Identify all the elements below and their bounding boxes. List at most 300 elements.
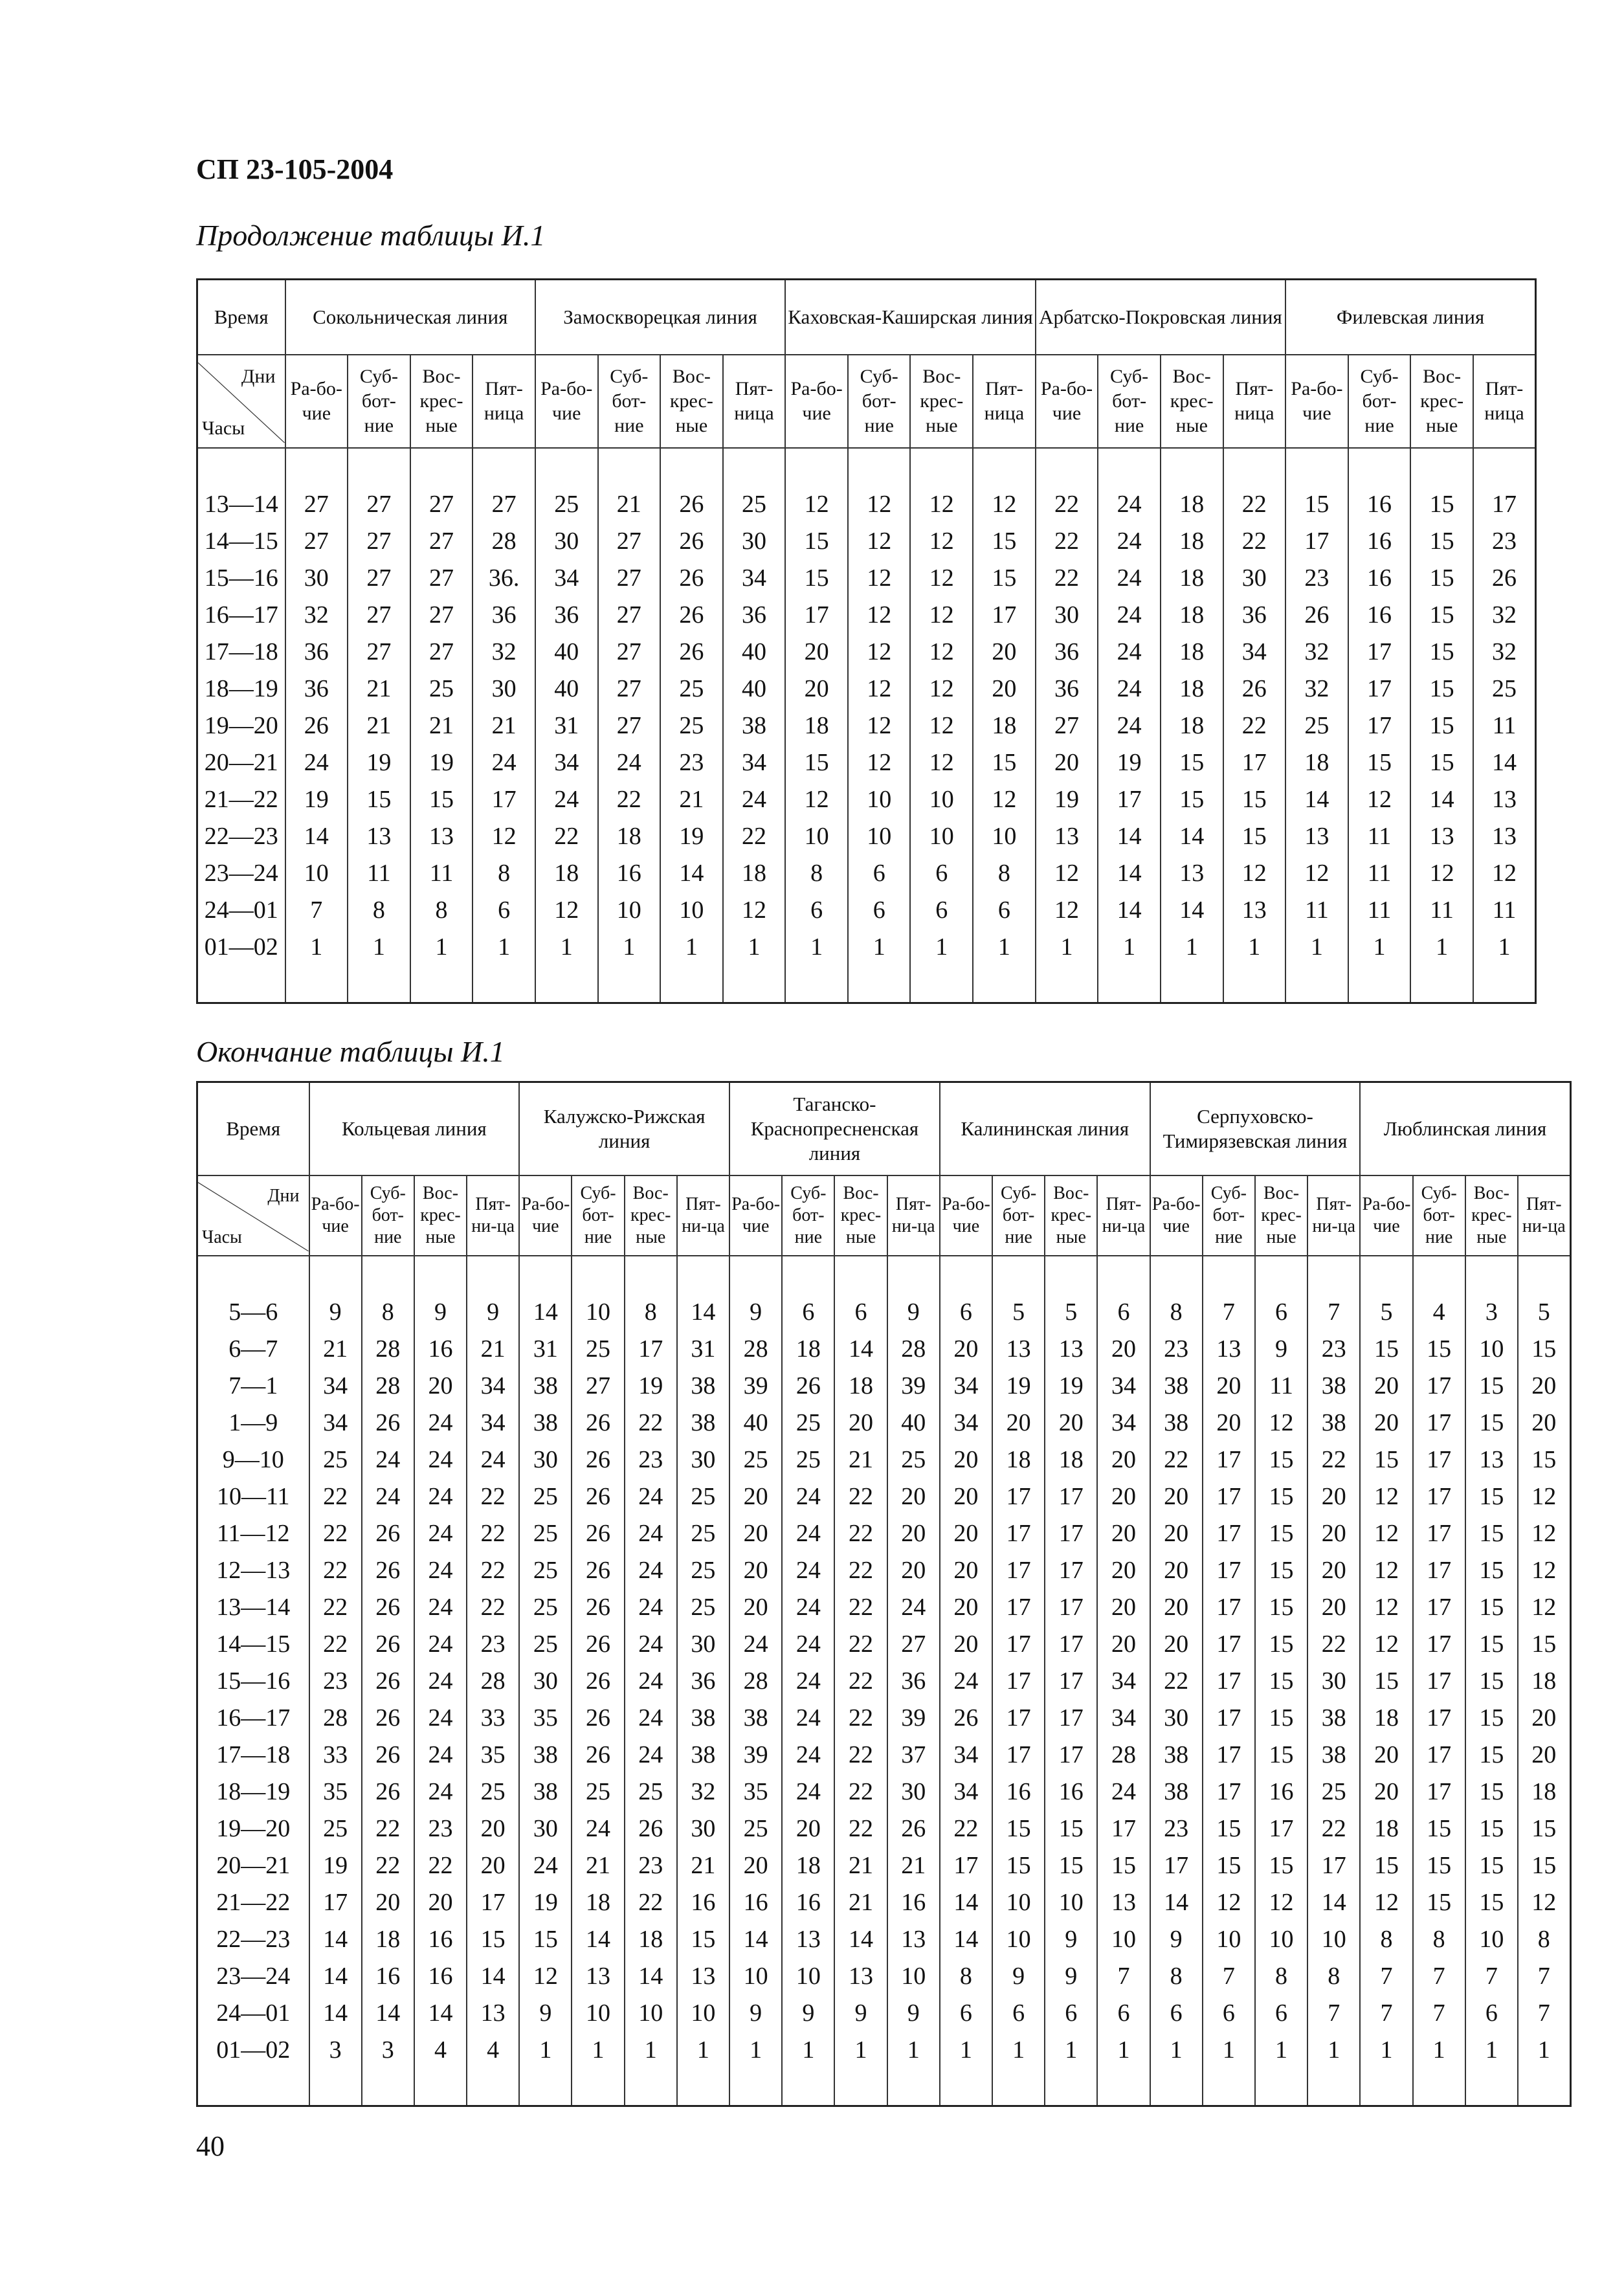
value-cell: 15 — [1465, 1884, 1518, 1921]
value-cell: 22 — [467, 1552, 519, 1588]
hour-cell: 1—9 — [197, 1404, 309, 1441]
table-row — [197, 1293, 1571, 1330]
value-cell: 5 — [1360, 1293, 1412, 1330]
value-cell: 15 — [1348, 744, 1411, 781]
value-cell: 12 — [1518, 1884, 1570, 1921]
value-cell: 15 — [1203, 1847, 1255, 1884]
value-cell: 1 — [473, 928, 535, 965]
value-cell: 38 — [677, 1404, 729, 1441]
value-cell: 34 — [309, 1367, 362, 1404]
value-cell: 31 — [535, 707, 598, 744]
value-cell: 26 — [572, 1662, 624, 1699]
value-cell: 18 — [535, 854, 598, 891]
value-cell: 10 — [782, 1957, 834, 1994]
value-cell: 17 — [1203, 1478, 1255, 1515]
value-cell: 38 — [1150, 1367, 1203, 1404]
value-cell: 16 — [414, 1957, 467, 1994]
line-group-header: Арбатско-Покровская линия — [1036, 280, 1285, 355]
value-cell: 26 — [362, 1773, 414, 1810]
hour-cell: 01—02 — [197, 928, 285, 965]
value-cell: 38 — [1150, 1736, 1203, 1773]
value-cell: 15 — [1285, 485, 1348, 522]
table-row — [197, 1773, 1571, 1810]
value-cell: 25 — [519, 1625, 572, 1662]
value-cell: 15 — [1255, 1736, 1307, 1773]
value-cell: 1 — [910, 928, 973, 965]
value-cell: 30 — [519, 1441, 572, 1478]
value-cell: 27 — [348, 559, 410, 596]
value-cell: 18 — [1045, 1441, 1097, 1478]
value-cell: 7 — [1203, 1293, 1255, 1330]
value-cell: 22 — [834, 1515, 887, 1552]
value-cell: 18 — [782, 1330, 834, 1367]
value-cell: 20 — [1097, 1330, 1150, 1367]
value-cell: 27 — [598, 633, 661, 670]
days-label: Дни — [267, 1186, 300, 1206]
value-cell: 20 — [467, 1847, 519, 1884]
value-cell: 8 — [1360, 1921, 1412, 1957]
value-cell: 8 — [1150, 1293, 1203, 1330]
time-header: Время — [197, 1082, 309, 1176]
value-cell: 9 — [887, 1994, 940, 2031]
value-cell: 18 — [1161, 707, 1223, 744]
value-cell: 38 — [677, 1367, 729, 1404]
value-cell: 15 — [1410, 633, 1473, 670]
value-cell: 11 — [1410, 891, 1473, 928]
value-cell: 20 — [1307, 1478, 1360, 1515]
line-group-header: Каховская-Каширская линия — [785, 280, 1035, 355]
value-cell: 20 — [1150, 1588, 1203, 1625]
value-cell: 12 — [848, 744, 911, 781]
value-cell: 17 — [1413, 1625, 1465, 1662]
line-group-header: Замоскворецкая линия — [535, 280, 785, 355]
hour-cell: 12—13 — [197, 1552, 309, 1588]
value-cell: 16 — [414, 1330, 467, 1367]
value-cell: 1 — [1413, 2031, 1465, 2068]
value-cell: 8 — [410, 891, 473, 928]
value-cell: 6 — [848, 891, 911, 928]
value-cell: 8 — [1518, 1921, 1570, 1957]
value-cell: 12 — [1518, 1515, 1570, 1552]
value-cell: 15 — [348, 781, 410, 818]
value-cell: 20 — [1307, 1552, 1360, 1588]
value-cell: 14 — [467, 1957, 519, 1994]
value-cell: 30 — [1307, 1662, 1360, 1699]
value-cell: 10 — [598, 891, 661, 928]
value-cell: 24 — [1098, 633, 1161, 670]
value-cell: 21 — [834, 1884, 887, 1921]
value-cell: 17 — [1348, 670, 1411, 707]
value-cell: 26 — [1473, 559, 1536, 596]
value-cell: 22 — [598, 781, 661, 818]
table-row — [197, 1847, 1571, 1884]
value-cell: 9 — [992, 1957, 1045, 1994]
value-cell: 20 — [1518, 1404, 1570, 1441]
day-type-header: Пят-ница — [473, 355, 535, 448]
value-cell: 10 — [910, 781, 973, 818]
table-row — [197, 1994, 1571, 2031]
table-row — [197, 854, 1536, 891]
value-cell: 22 — [1150, 1441, 1203, 1478]
value-cell: 15 — [1413, 1847, 1465, 1884]
value-cell: 15 — [1410, 670, 1473, 707]
value-cell: 25 — [729, 1441, 782, 1478]
value-cell: 15 — [1465, 1625, 1518, 1662]
value-cell: 15 — [1410, 707, 1473, 744]
value-cell: 7 — [285, 891, 348, 928]
value-cell: 14 — [940, 1921, 992, 1957]
value-cell: 15 — [992, 1810, 1045, 1847]
value-cell: 15 — [1465, 1367, 1518, 1404]
value-cell: 30 — [519, 1810, 572, 1847]
value-cell: 17 — [1413, 1662, 1465, 1699]
value-cell: 16 — [1348, 596, 1411, 633]
value-cell: 15 — [1223, 818, 1286, 854]
value-cell: 25 — [519, 1478, 572, 1515]
value-cell: 34 — [1223, 633, 1286, 670]
table-row — [197, 1662, 1571, 1699]
value-cell: 28 — [473, 522, 535, 559]
day-type-header: Суб-бот-ние — [1348, 355, 1411, 448]
value-cell: 17 — [1098, 781, 1161, 818]
value-cell: 15 — [1255, 1552, 1307, 1588]
value-cell: 15 — [785, 559, 848, 596]
value-cell: 39 — [729, 1736, 782, 1773]
value-cell: 10 — [785, 818, 848, 854]
value-cell: 34 — [1097, 1404, 1150, 1441]
value-cell: 12 — [910, 485, 973, 522]
value-cell: 14 — [362, 1994, 414, 2031]
value-cell: 16 — [1348, 522, 1411, 559]
table-row — [197, 670, 1536, 707]
value-cell: 14 — [729, 1921, 782, 1957]
value-cell: 12 — [910, 522, 973, 559]
value-cell: 12 — [1203, 1884, 1255, 1921]
value-cell: 1 — [834, 2031, 887, 2068]
value-cell: 6 — [940, 1293, 992, 1330]
value-cell: 6 — [910, 891, 973, 928]
hour-cell: 18—19 — [197, 670, 285, 707]
value-cell: 24 — [782, 1736, 834, 1773]
value-cell: 16 — [1255, 1773, 1307, 1810]
value-cell: 27 — [410, 522, 473, 559]
value-cell: 25 — [1285, 707, 1348, 744]
day-type-header: Вос-крес-ные — [1161, 355, 1223, 448]
spacer-row — [197, 2068, 1571, 2106]
value-cell: 13 — [410, 818, 473, 854]
value-cell: 19 — [309, 1847, 362, 1884]
value-cell: 35 — [309, 1773, 362, 1810]
value-cell: 20 — [1360, 1736, 1412, 1773]
value-cell: 11 — [410, 854, 473, 891]
value-cell: 11 — [1348, 891, 1411, 928]
value-cell: 12 — [1036, 854, 1098, 891]
value-cell: 1 — [1036, 928, 1098, 965]
value-cell: 24 — [414, 1441, 467, 1478]
value-cell: 9 — [887, 1293, 940, 1330]
value-cell: 40 — [723, 633, 786, 670]
value-cell: 20 — [1097, 1625, 1150, 1662]
value-cell: 1 — [519, 2031, 572, 2068]
value-cell: 22 — [625, 1884, 677, 1921]
value-cell: 17 — [1045, 1625, 1097, 1662]
value-cell: 24 — [598, 744, 661, 781]
value-cell: 20 — [1045, 1404, 1097, 1441]
value-cell: 22 — [625, 1404, 677, 1441]
value-cell: 24 — [519, 1847, 572, 1884]
day-type-header: Вос-крес-ные — [910, 355, 973, 448]
value-cell: 12 — [1360, 1515, 1412, 1552]
value-cell: 15 — [1161, 781, 1223, 818]
value-cell: 10 — [1465, 1921, 1518, 1957]
value-cell: 36 — [723, 596, 786, 633]
value-cell: 20 — [1097, 1588, 1150, 1625]
value-cell: 16 — [362, 1957, 414, 1994]
table-row — [197, 485, 1536, 522]
value-cell: 12 — [848, 707, 911, 744]
value-cell: 40 — [729, 1404, 782, 1441]
value-cell: 15 — [1518, 1847, 1570, 1884]
value-cell: 3 — [362, 2031, 414, 2068]
hour-cell: 23—24 — [197, 854, 285, 891]
value-cell: 20 — [1518, 1699, 1570, 1736]
day-type-header: Ра-бо-чие — [1150, 1175, 1203, 1256]
hour-cell: 13—14 — [197, 485, 285, 522]
table-row — [197, 1625, 1571, 1662]
value-cell: 4 — [467, 2031, 519, 2068]
value-cell: 15 — [1255, 1625, 1307, 1662]
value-cell: 27 — [348, 522, 410, 559]
days-hours-corner — [197, 355, 285, 448]
value-cell: 17 — [785, 596, 848, 633]
value-cell: 22 — [1036, 485, 1098, 522]
value-cell: 33 — [467, 1699, 519, 1736]
value-cell: 38 — [519, 1367, 572, 1404]
value-cell: 6 — [473, 891, 535, 928]
value-cell: 36 — [1036, 670, 1098, 707]
value-cell: 17 — [1045, 1736, 1097, 1773]
value-cell: 8 — [362, 1293, 414, 1330]
value-cell: 15 — [1255, 1515, 1307, 1552]
hour-cell: 20—21 — [197, 744, 285, 781]
value-cell: 13 — [1223, 891, 1286, 928]
value-cell: 15 — [1360, 1330, 1412, 1367]
days-label: Дни — [241, 366, 276, 387]
value-cell: 7 — [1518, 1957, 1570, 1994]
value-cell: 1 — [1410, 928, 1473, 965]
value-cell: 18 — [1161, 522, 1223, 559]
value-cell: 15 — [1410, 522, 1473, 559]
value-cell: 24 — [625, 1515, 677, 1552]
day-type-header: Суб-бот-ние — [348, 355, 410, 448]
value-cell: 7 — [1307, 1293, 1360, 1330]
value-cell: 20 — [467, 1810, 519, 1847]
value-cell: 1 — [1203, 2031, 1255, 2068]
value-cell: 32 — [1473, 596, 1536, 633]
value-cell: 1 — [1161, 928, 1223, 965]
day-type-header: Пят-ни-ца — [467, 1175, 519, 1256]
value-cell: 20 — [785, 633, 848, 670]
value-cell: 23 — [467, 1625, 519, 1662]
value-cell: 34 — [535, 559, 598, 596]
value-cell: 18 — [992, 1441, 1045, 1478]
value-cell: 6 — [992, 1994, 1045, 2031]
value-cell: 17 — [1413, 1404, 1465, 1441]
value-cell: 36 — [285, 670, 348, 707]
value-cell: 18 — [362, 1921, 414, 1957]
value-cell: 30 — [1223, 559, 1286, 596]
value-cell: 15 — [410, 781, 473, 818]
value-cell: 20 — [729, 1552, 782, 1588]
value-cell: 37 — [887, 1736, 940, 1773]
value-cell: 13 — [782, 1921, 834, 1957]
value-cell: 12 — [910, 707, 973, 744]
value-cell: 35 — [729, 1773, 782, 1810]
value-cell: 36 — [285, 633, 348, 670]
value-cell: 17 — [973, 596, 1036, 633]
value-cell: 15 — [1465, 1662, 1518, 1699]
value-cell: 19 — [348, 744, 410, 781]
value-cell: 14 — [1098, 891, 1161, 928]
day-type-header: Ра-бо-чие — [785, 355, 848, 448]
value-cell: 18 — [1161, 633, 1223, 670]
value-cell: 20 — [1307, 1515, 1360, 1552]
value-cell: 36 — [1223, 596, 1286, 633]
value-cell: 11 — [348, 854, 410, 891]
value-cell: 6 — [973, 891, 1036, 928]
value-cell: 18 — [598, 818, 661, 854]
value-cell: 30 — [723, 522, 786, 559]
value-cell: 14 — [1410, 781, 1473, 818]
value-cell: 38 — [677, 1699, 729, 1736]
value-cell: 5 — [1518, 1293, 1570, 1330]
value-cell: 17 — [1203, 1625, 1255, 1662]
table-row — [197, 633, 1536, 670]
value-cell: 13 — [348, 818, 410, 854]
value-cell: 14 — [834, 1330, 887, 1367]
value-cell: 18 — [782, 1847, 834, 1884]
value-cell: 1 — [1473, 928, 1536, 965]
value-cell: 26 — [572, 1625, 624, 1662]
value-cell: 14 — [1161, 891, 1223, 928]
hour-cell: 21—22 — [197, 781, 285, 818]
value-cell: 22 — [1223, 522, 1286, 559]
value-cell: 26 — [362, 1515, 414, 1552]
table-row — [197, 1330, 1571, 1367]
value-cell: 21 — [660, 781, 723, 818]
value-cell: 24 — [782, 1515, 834, 1552]
value-cell: 22 — [1223, 485, 1286, 522]
value-cell: 12 — [1360, 1588, 1412, 1625]
value-cell: 22 — [309, 1478, 362, 1515]
value-cell: 26 — [362, 1552, 414, 1588]
value-cell: 24 — [625, 1736, 677, 1773]
hour-cell: 15—16 — [197, 1662, 309, 1699]
value-cell: 27 — [348, 633, 410, 670]
value-cell: 20 — [1150, 1478, 1203, 1515]
value-cell: 18 — [1161, 485, 1223, 522]
value-cell: 32 — [285, 596, 348, 633]
value-cell: 25 — [1307, 1773, 1360, 1810]
value-cell: 8 — [973, 854, 1036, 891]
value-cell: 15 — [1045, 1847, 1097, 1884]
value-cell: 17 — [1045, 1515, 1097, 1552]
value-cell: 9 — [467, 1293, 519, 1330]
value-cell: 14 — [1098, 818, 1161, 854]
value-cell: 13 — [1473, 818, 1536, 854]
value-cell: 26 — [660, 596, 723, 633]
value-cell: 13 — [677, 1957, 729, 1994]
hour-cell: 5—6 — [197, 1293, 309, 1330]
value-cell: 15 — [1413, 1330, 1465, 1367]
value-cell: 21 — [348, 670, 410, 707]
value-cell: 17 — [473, 781, 535, 818]
value-cell: 23 — [625, 1847, 677, 1884]
value-cell: 14 — [309, 1957, 362, 1994]
value-cell: 20 — [940, 1441, 992, 1478]
value-cell: 12 — [1255, 1884, 1307, 1921]
value-cell: 20 — [785, 670, 848, 707]
value-cell: 22 — [723, 818, 786, 854]
value-cell: 13 — [1161, 854, 1223, 891]
value-cell: 10 — [625, 1994, 677, 2031]
value-cell: 38 — [1307, 1699, 1360, 1736]
value-cell: 38 — [1150, 1773, 1203, 1810]
value-cell: 15 — [1465, 1478, 1518, 1515]
value-cell: 34 — [723, 744, 786, 781]
value-cell: 24 — [414, 1625, 467, 1662]
value-cell: 23 — [1150, 1330, 1203, 1367]
value-cell: 20 — [940, 1515, 992, 1552]
value-cell: 40 — [723, 670, 786, 707]
value-cell: 18 — [1285, 744, 1348, 781]
value-cell: 12 — [1360, 1552, 1412, 1588]
value-cell: 12 — [973, 485, 1036, 522]
table-row — [197, 781, 1536, 818]
value-cell: 1 — [285, 928, 348, 965]
value-cell: 7 — [1413, 1994, 1465, 2031]
value-cell: 17 — [1203, 1699, 1255, 1736]
value-cell: 10 — [1307, 1921, 1360, 1957]
value-cell: 24 — [572, 1810, 624, 1847]
value-cell: 24 — [625, 1552, 677, 1588]
value-cell: 27 — [285, 485, 348, 522]
value-cell: 14 — [1098, 854, 1161, 891]
value-cell: 27 — [598, 670, 661, 707]
day-type-header: Вос-крес-ные — [625, 1175, 677, 1256]
value-cell: 22 — [834, 1478, 887, 1515]
value-cell: 15 — [973, 559, 1036, 596]
value-cell: 24 — [782, 1699, 834, 1736]
value-cell: 17 — [1413, 1773, 1465, 1810]
hour-cell: 10—11 — [197, 1478, 309, 1515]
value-cell: 15 — [1465, 1736, 1518, 1773]
value-cell: 12 — [973, 781, 1036, 818]
value-cell: 26 — [362, 1699, 414, 1736]
value-cell: 17 — [1045, 1478, 1097, 1515]
value-cell: 23 — [625, 1441, 677, 1478]
value-cell: 15 — [1410, 485, 1473, 522]
value-cell: 20 — [992, 1404, 1045, 1441]
value-cell: 25 — [625, 1773, 677, 1810]
table-row — [197, 818, 1536, 854]
value-cell: 1 — [940, 2031, 992, 2068]
value-cell: 27 — [598, 559, 661, 596]
hour-cell: 24—01 — [197, 1994, 309, 2031]
value-cell: 10 — [1045, 1884, 1097, 1921]
value-cell: 10 — [1203, 1921, 1255, 1957]
value-cell: 1 — [1097, 2031, 1150, 2068]
